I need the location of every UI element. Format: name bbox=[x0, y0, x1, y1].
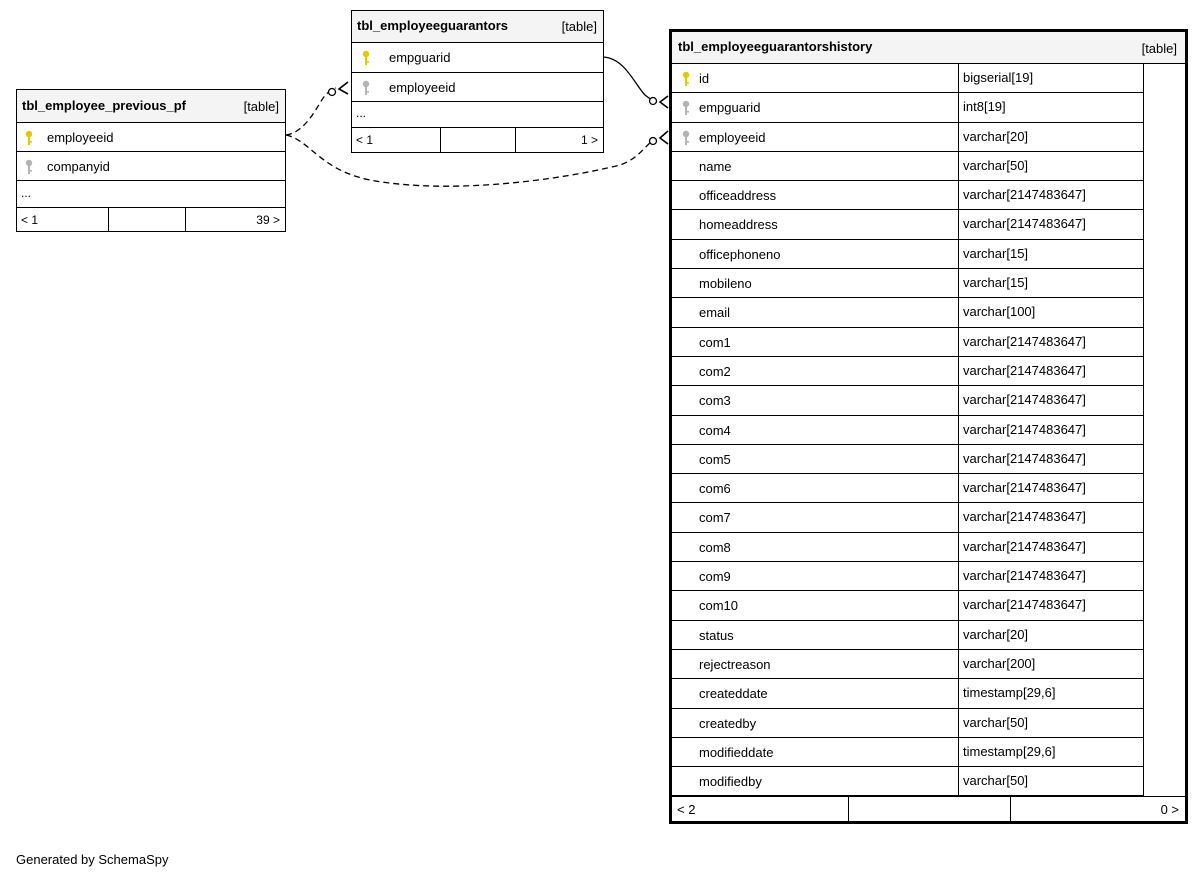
column-name: com3 bbox=[699, 393, 731, 409]
table-header bbox=[352, 11, 603, 43]
column-list bbox=[672, 64, 1144, 796]
table-footer bbox=[352, 128, 603, 152]
column-type: varchar[2147483647] bbox=[963, 538, 1086, 554]
column-divider bbox=[958, 386, 959, 414]
column-type: varchar[100] bbox=[963, 304, 1036, 320]
more-columns bbox=[17, 181, 285, 208]
column-name: com7 bbox=[699, 510, 731, 526]
edge-end-circle bbox=[329, 89, 336, 96]
edge-end-circle bbox=[650, 98, 657, 105]
parent-count: < 1 bbox=[356, 133, 374, 147]
column-name: com5 bbox=[699, 451, 731, 467]
column-row[interactable] bbox=[672, 562, 1143, 591]
column-divider bbox=[958, 591, 959, 619]
table-employeeguarantors[interactable] bbox=[351, 10, 604, 153]
column-row[interactable] bbox=[672, 767, 1143, 796]
column-row[interactable] bbox=[672, 621, 1143, 650]
table-employee-previous-pf[interactable] bbox=[16, 89, 286, 232]
edge-guarantors-to-history bbox=[603, 57, 654, 101]
column-row[interactable] bbox=[352, 43, 603, 73]
column-name: rejectreason bbox=[699, 656, 771, 672]
column-row[interactable] bbox=[672, 650, 1143, 679]
column-type: varchar[2147483647] bbox=[963, 362, 1086, 378]
column-type: varchar[2147483647] bbox=[963, 421, 1086, 437]
column-row[interactable] bbox=[672, 210, 1143, 239]
column-name: officeaddress bbox=[699, 188, 777, 204]
column-divider bbox=[958, 240, 959, 268]
column-type: varchar[50] bbox=[963, 714, 1029, 730]
column-name: com9 bbox=[699, 569, 731, 585]
primary-key-icon bbox=[362, 50, 370, 66]
column-type: varchar[2147483647] bbox=[963, 187, 1086, 203]
column-divider bbox=[958, 738, 959, 766]
column-divider bbox=[958, 357, 959, 385]
column-row[interactable] bbox=[17, 152, 285, 181]
column-type: varchar[15] bbox=[963, 275, 1029, 291]
edge-arrow bbox=[339, 82, 348, 94]
column-row[interactable] bbox=[352, 73, 603, 102]
column-row[interactable] bbox=[672, 123, 1143, 152]
column-divider bbox=[958, 64, 959, 92]
foreign-key-icon bbox=[682, 100, 690, 116]
edge-pf-to-guarantors bbox=[286, 88, 336, 135]
column-type: varchar[2147483647] bbox=[963, 480, 1086, 496]
edge-arrow bbox=[660, 96, 668, 108]
table-footer bbox=[17, 208, 285, 232]
table-header bbox=[672, 32, 1185, 64]
column-row[interactable] bbox=[672, 269, 1143, 298]
column-name: modifiedby bbox=[699, 774, 762, 790]
column-row[interactable] bbox=[672, 474, 1143, 503]
column-name: com10 bbox=[699, 598, 739, 614]
column-type: varchar[2147483647] bbox=[963, 450, 1086, 466]
column-name: com4 bbox=[699, 422, 731, 438]
column-type: varchar[2147483647] bbox=[963, 568, 1086, 584]
column-divider bbox=[958, 621, 959, 649]
column-type: varchar[2147483647] bbox=[963, 392, 1086, 408]
child-count: 0 > bbox=[1160, 802, 1179, 818]
column-name: empguarid bbox=[699, 100, 761, 116]
column-row[interactable] bbox=[672, 240, 1143, 269]
column-row[interactable] bbox=[672, 93, 1143, 122]
foreign-key-icon bbox=[25, 159, 33, 175]
edge-arrow bbox=[660, 131, 668, 144]
column-row[interactable] bbox=[672, 386, 1143, 415]
column-row[interactable] bbox=[672, 679, 1143, 708]
column-divider bbox=[958, 767, 959, 795]
primary-key-icon bbox=[25, 130, 33, 146]
column-divider bbox=[958, 328, 959, 356]
column-divider bbox=[958, 123, 959, 151]
column-type: int8[19] bbox=[963, 99, 1006, 115]
foreign-key-icon bbox=[682, 130, 690, 146]
column-divider bbox=[958, 416, 959, 444]
column-row[interactable] bbox=[672, 152, 1143, 181]
parent-count: < 2 bbox=[677, 802, 696, 818]
column-name: empguarid bbox=[389, 50, 451, 65]
column-divider bbox=[958, 474, 959, 502]
parent-count: < 1 bbox=[21, 213, 39, 227]
table-kind: [table] bbox=[1141, 41, 1177, 56]
column-divider bbox=[958, 679, 959, 707]
column-name: homeaddress bbox=[699, 217, 778, 233]
column-name: createddate bbox=[699, 686, 768, 702]
column-row[interactable] bbox=[672, 445, 1143, 474]
table-name: tbl_employeeguarantors bbox=[357, 18, 508, 33]
column-row[interactable] bbox=[672, 181, 1143, 210]
column-row[interactable] bbox=[672, 533, 1143, 562]
table-footer bbox=[672, 796, 1185, 823]
table-employeeguarantorshistory[interactable] bbox=[669, 29, 1188, 824]
column-divider bbox=[958, 445, 959, 473]
column-row[interactable] bbox=[17, 123, 285, 152]
column-divider bbox=[958, 181, 959, 209]
column-name: id bbox=[699, 71, 710, 86]
column-row[interactable] bbox=[672, 298, 1143, 327]
column-type: varchar[2147483647] bbox=[963, 333, 1086, 349]
table-name: tbl_employee_previous_pf bbox=[22, 98, 186, 113]
column-type: varchar[2147483647] bbox=[963, 216, 1086, 232]
generated-by-credit: Generated by SchemaSpy bbox=[16, 852, 169, 867]
column-row[interactable] bbox=[672, 591, 1143, 620]
column-type: timestamp[29,6] bbox=[963, 685, 1056, 701]
column-name: companyid bbox=[47, 159, 110, 174]
child-count: 39 > bbox=[256, 213, 280, 227]
edge-end-circle bbox=[650, 138, 657, 145]
column-name: employeeid bbox=[389, 80, 456, 95]
column-name: officephoneno bbox=[699, 246, 781, 262]
primary-key-icon bbox=[682, 71, 690, 87]
column-row[interactable] bbox=[672, 64, 1143, 93]
table-name: tbl_employeeguarantorshistory bbox=[678, 39, 873, 54]
column-type: timestamp[29,6] bbox=[963, 743, 1056, 759]
column-name: name bbox=[699, 158, 732, 174]
column-divider bbox=[958, 298, 959, 326]
column-type: varchar[20] bbox=[963, 626, 1029, 642]
more-indicator: ... bbox=[356, 106, 367, 120]
column-row[interactable] bbox=[672, 416, 1143, 445]
column-type: varchar[15] bbox=[963, 245, 1029, 261]
column-divider bbox=[958, 93, 959, 121]
column-divider bbox=[958, 533, 959, 561]
child-count: 1 > bbox=[580, 133, 598, 147]
column-name: com2 bbox=[699, 363, 731, 379]
column-type: varchar[20] bbox=[963, 128, 1029, 144]
column-divider bbox=[958, 152, 959, 180]
column-type: varchar[200] bbox=[963, 655, 1036, 671]
column-row[interactable] bbox=[672, 328, 1143, 357]
table-kind: [table] bbox=[561, 19, 597, 34]
column-type: bigserial[19] bbox=[963, 70, 1034, 85]
column-row[interactable] bbox=[672, 709, 1143, 738]
more-columns bbox=[352, 102, 603, 128]
column-name: modifieddate bbox=[699, 744, 774, 760]
column-name: status bbox=[699, 627, 734, 643]
column-type: varchar[2147483647] bbox=[963, 597, 1086, 613]
column-row[interactable] bbox=[672, 738, 1143, 767]
column-name: employeeid bbox=[47, 130, 114, 145]
column-name: createdby bbox=[699, 715, 757, 731]
column-divider bbox=[958, 269, 959, 297]
column-name: email bbox=[699, 305, 731, 321]
column-row[interactable] bbox=[672, 357, 1143, 386]
foreign-key-icon bbox=[362, 80, 370, 96]
table-header bbox=[17, 90, 285, 123]
column-name: com6 bbox=[699, 481, 731, 497]
column-type: varchar[2147483647] bbox=[963, 509, 1086, 525]
column-divider bbox=[958, 210, 959, 238]
column-name: com1 bbox=[699, 334, 731, 350]
column-divider bbox=[958, 650, 959, 678]
column-divider bbox=[958, 709, 959, 737]
column-type: varchar[50] bbox=[963, 773, 1029, 789]
column-divider bbox=[958, 503, 959, 531]
column-divider bbox=[958, 562, 959, 590]
column-name: employeeid bbox=[699, 129, 766, 145]
column-name: com8 bbox=[699, 539, 731, 555]
more-indicator: ... bbox=[21, 186, 32, 200]
column-row[interactable] bbox=[672, 503, 1143, 532]
column-type: varchar[50] bbox=[963, 157, 1029, 173]
column-name: mobileno bbox=[699, 276, 752, 292]
table-kind: [table] bbox=[243, 99, 279, 114]
